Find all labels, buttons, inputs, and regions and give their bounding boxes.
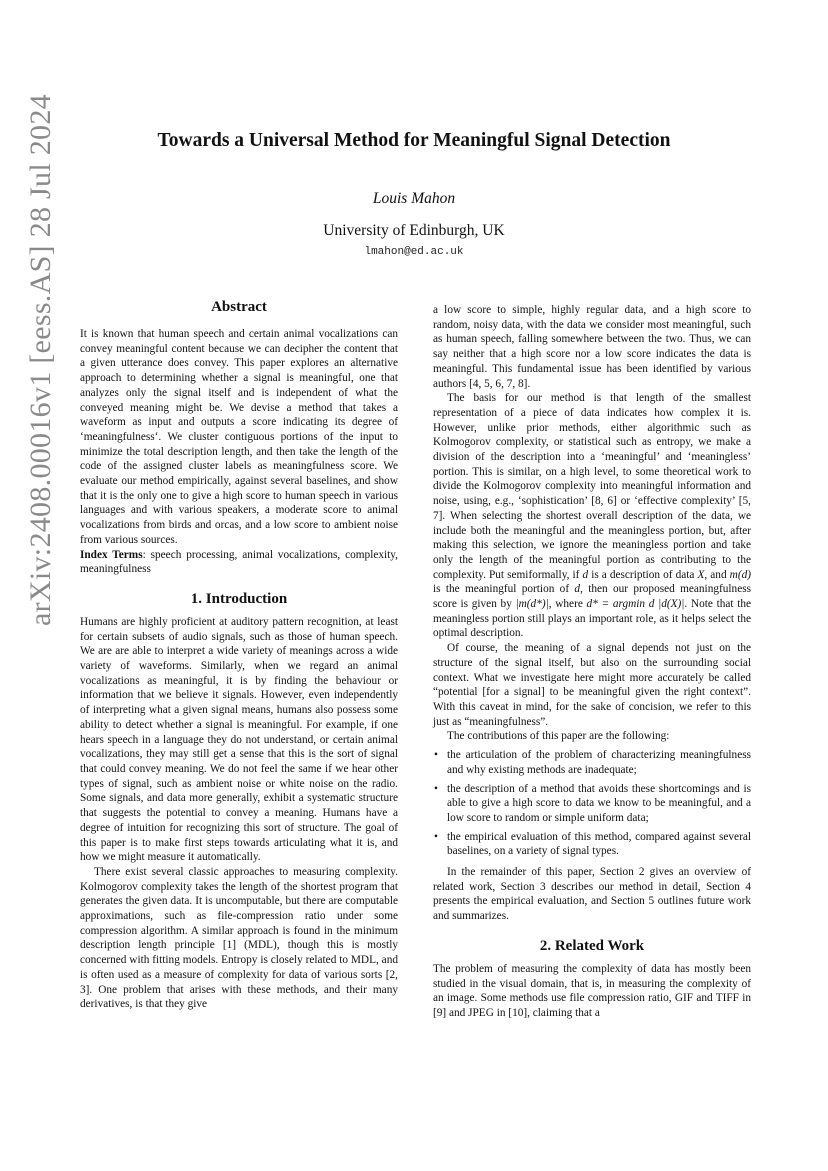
- intro-paragraph-1: Humans are highly proficient at auditory pattern recognition, at least for certain subsets of audio signals, such as those of human speech. We are are able to interpret a wide variety of meanings across a wide variety of waveforms. Similarly, when we regard an animal vocalizations as meaningful, it is by finding the behaviour or information that we believe it signals. However, even independently of interpreting what a given signal means, humans also possess some ability to detect whether a signal is meaningful. For example, if one hears speech in a language they do not understand, or certain animal vocalizations, they may still get a sense that this is the sort of signal that could convey meaning. We do not feel the same if we hear other types of signal, such as ambient noise or white noise on the radio. Some signals, and data more generally, exhibit a systematic structure that suggests the potential to convey a meaning. Humans have a degree of intuition for recognizing this sort of structure. The goal of this paper is to make first steps towards articulating what it is, and how we might measure it automatically.: [80, 615, 398, 864]
- math-md: m(d): [729, 568, 751, 581]
- math-score: |m(d*)|: [515, 598, 549, 611]
- arxiv-identifier[interactable]: arXiv:2408.00016v1 [eess.AS] 28 Jul 2024: [24, 94, 57, 626]
- abstract-text: It is known that human speech and certain animal vocalizations can convey meaningful content because we can decipher the content that a given utterance does convey. This paper explores an alternative approach to determining whether a signal is meaningful, one that analyzes only the signal itself and is independent of what the conveyed meaning might be. We devise a method that takes a waveform as input and outputs a score indicating its degree of ‘meaningfulness‘. We cluster contiguous portions of the input to minimize the total description length, and then take the length of the code of the assigned cluster labels as meaningfulness score. We evaluate our method empirically, against several baselines, and show that it is the only one to give a high score to human speech in various languages and with various speakers, a moderate score to animal vocalizations from birds and orcas, and a low score to ambient noise from various sources.: [80, 328, 398, 546]
- related-work-heading: 2. Related Work: [539, 937, 645, 954]
- intro-paragraph-2-continued: a low score to simple, highly regular data, and a high score to random, noisy data, with the data we consider most meaningful, such as human speech, falling somewhere between the two. Thus, we can say neither that a high score nor a low score indicates the data is meaningful. This fundamental issue has been identified by various authors [4, 5, 6, 7, 8].: [433, 304, 751, 390]
- p3-text-n: . Note that the meaningless portion still plays an important role, as it helps select the optimal description.: [433, 598, 752, 640]
- math-argmin-sub: d |d(X)|: [645, 598, 685, 611]
- p3-text-k: , where: [548, 598, 587, 611]
- index-terms-label: Index Terms: [80, 548, 143, 561]
- math-d-2: d: [574, 583, 581, 596]
- list-item: • the description of a method that avoids these shortcomings and is able to give a high score to data we know to be meaningful, and a low score to random or simple uniform data;: [447, 782, 751, 826]
- list-item: • the articulation of the problem of characterizing meaningfulness and why existing methods are inadequate;: [447, 748, 751, 777]
- contributions-list: [433, 748, 751, 859]
- paper-title: Towards a Universal Method for Meaningful Signal Detection: [157, 130, 671, 151]
- introduction-heading: 1. Introduction: [190, 590, 288, 607]
- intro-paragraph-6: In the remainder of this paper, Section 2 gives an overview of related work, Section 3 describes our method in detail, Section 4 presents the empirical evaluation, and Section 5 outlines future work and summarizes.: [433, 866, 751, 923]
- abstract-heading: Abstract: [211, 299, 267, 315]
- p3-text-i: , then our proposed meaningfulness score is given by: [433, 583, 751, 611]
- p3-text-e: , and: [704, 568, 730, 581]
- index-terms: [80, 548, 398, 577]
- author-email[interactable]: lmahon@ed.ac.uk: [364, 246, 464, 258]
- intro-paragraph-3: [433, 391, 751, 641]
- p3-text-g: is the meaningful portion of: [433, 583, 575, 596]
- intro-paragraph-5: The contributions of this paper are the following:: [447, 730, 670, 743]
- author-affiliation: University of Edinburgh, UK: [323, 222, 505, 239]
- math-x: X: [697, 568, 705, 581]
- right-column: [433, 303, 751, 1021]
- index-terms-text: : speech processing, animal vocalizations, complexity, meaningfulness: [80, 548, 399, 576]
- intro-paragraph-2: There exist several classic approaches to measuring complexity. Kolmogorov complexity takes the length of the shortest program that generates the given data. It is uncomputable, but there are computable approximations, such as file-compression ratio under some compression algorithm. A similar approach is found in the minimum description length principle [1] (MDL), though this is mostly concerned with fitting models. Entropy is closely related to MDL, and is often used as a measure of complexity for data of various sorts [2, 3]. One problem that arises with these methods, and their many derivatives, is that they give: [80, 865, 398, 1011]
- intro-paragraph-4: Of course, the meaning of a signal depends not just on the structure of the signal itself, but also on the surrounding social context. What we investigate here might more accurately be called “potential [for a signal] to be meaningful given the right context”. With this caveat in mind, for the sake of concision, we refer to this just as “meaningfulness”.: [433, 642, 751, 728]
- math-d: d: [582, 568, 589, 581]
- math-argmin: d* = argmin: [586, 598, 646, 611]
- p3-text-c: is a description of data: [588, 568, 698, 581]
- author-name: Louis Mahon: [372, 190, 456, 207]
- p3-text-a: The basis for our method is that length of the smallest representation of a piece of data indicates how complex it is. However, unlike prior methods, either algorithmic such as Kolmogorov complexity, or statistical such as entropy, we make a division of the description into a ‘meaningful’ and ‘meaningless’ portion. This is similar, on a high level, to some theoretical work to divide the Kolmogorov complexity into meaningful information and noise, using, e.g., ‘sophistication’ [8, 6] or ‘effective complexity’ [5, 7]. When selecting the shortest overall description of the data, we include both the meaningful and the meaningless portion, but, after making this selection, we ignore the meaningless portion and take only the length of the meaningful portion as contributing to the complexity. Put semiformally, if: [433, 392, 751, 581]
- related-work-paragraph-1: The problem of measuring the complexity of data has mostly been studied in the visual domain, that is, in measuring the complexity of an image. Some methods use file compression ratio, GIF and TIFF in [9] and JPEG in [10], claiming that a: [433, 962, 751, 1019]
- left-column: [80, 298, 398, 1012]
- list-item: • the empirical evaluation of this method, compared against several baselines, on a variety of signal types.: [447, 830, 751, 859]
